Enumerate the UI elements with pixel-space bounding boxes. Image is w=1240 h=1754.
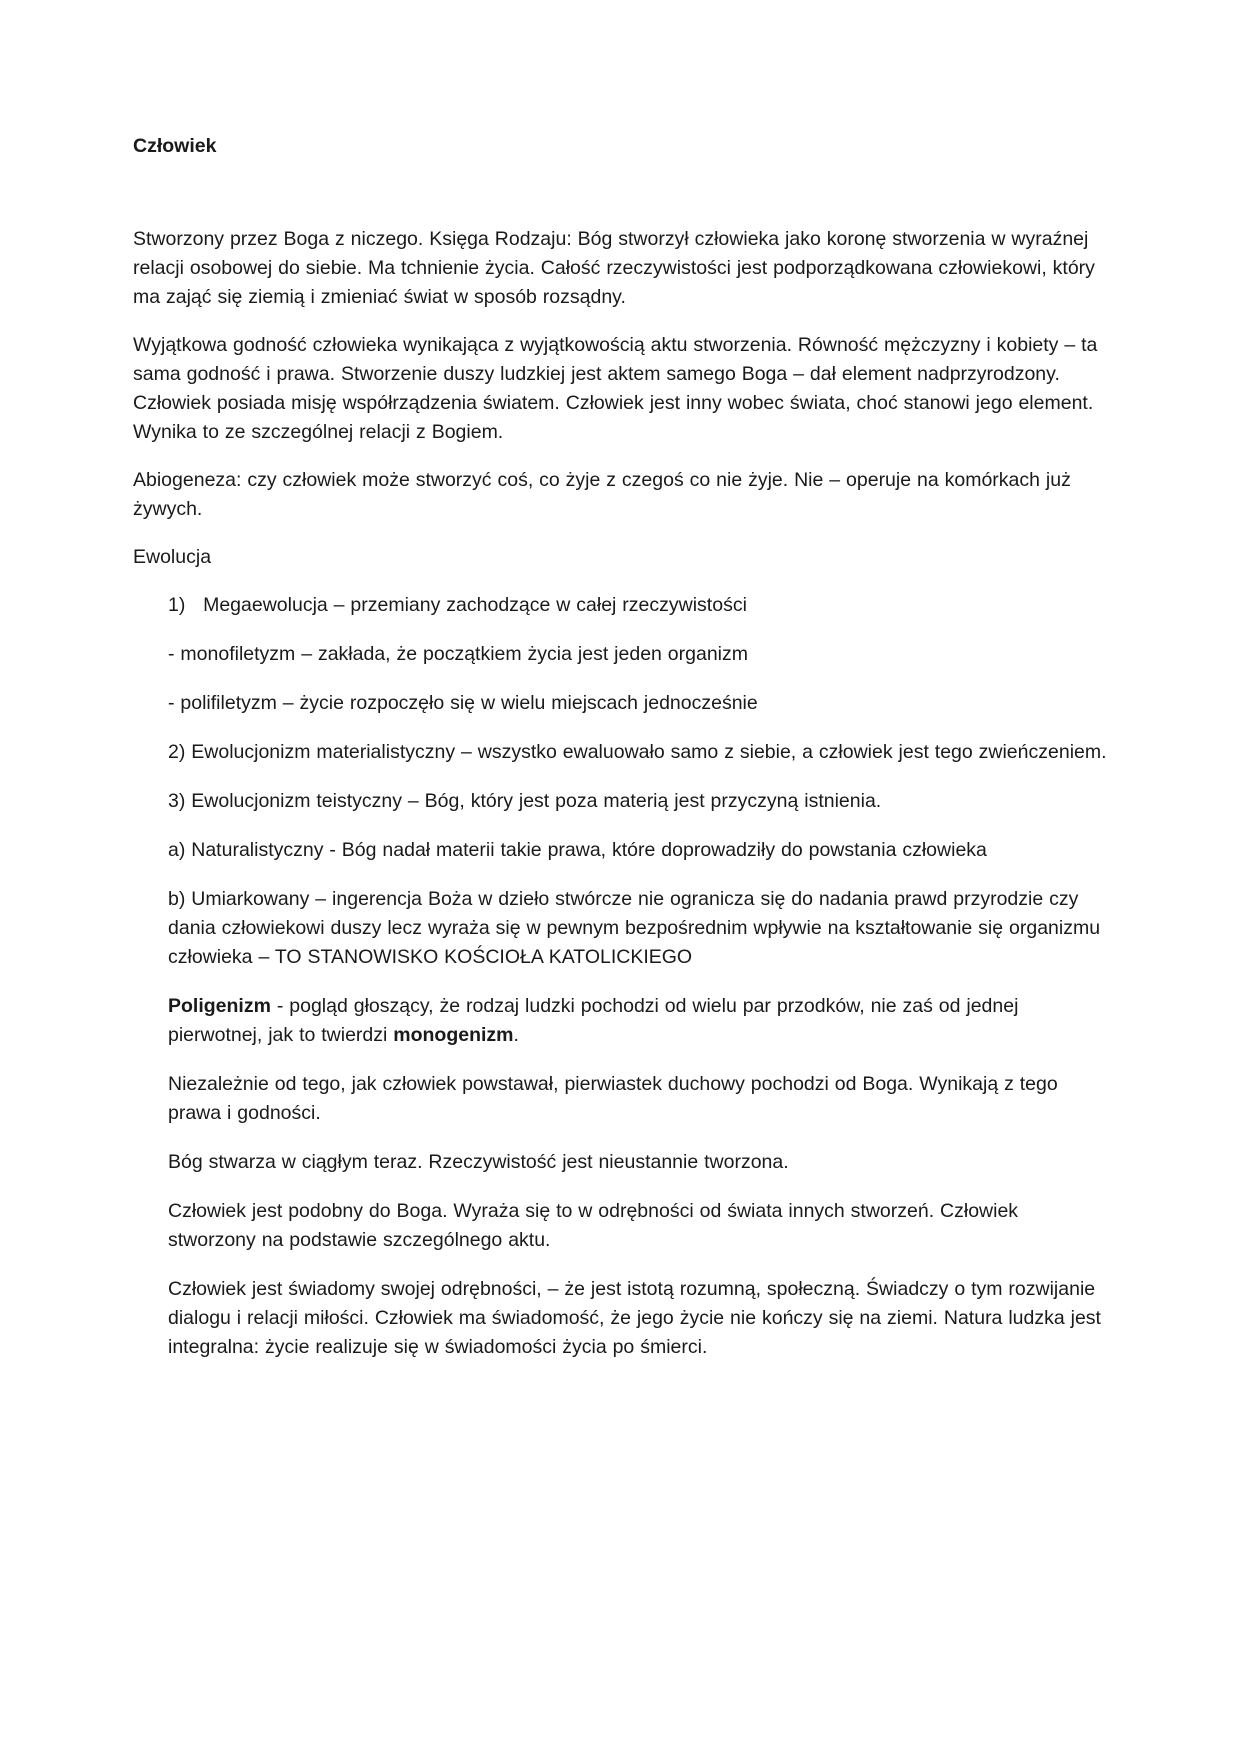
list-item-moderate: b) Umiarkowany – ingerencja Boża w dzieło stwórcze nie ogranicza się do nadania prawd przyrodzie czy dania człowiekowi duszy lecz wyraża się w pewnym bezpośrednim wpływie na kształtowanie się organizmu człowieka – TO STANOWISKO KOŚCIOŁA KATOLICKIEGO [168, 888, 1101, 968]
bold-term-monogenism: monogenizm [393, 1024, 514, 1046]
paragraph-likeness-to-god: Człowiek jest podobny do Boga. Wyraża się to w odrębności od świata innych stworzeń. Człowiek stworzony na podstawie szczególnego aktu. [168, 1200, 1019, 1251]
paragraph-dignity: Wyjątkowa godność człowieka wynikająca z wyjątkowością aktu stworzenia. Równość mężczyzny i kobiety – ta sama godność i prawa. Stworzenie duszy ludzkiej jest aktem samego Boga – dał element nadprzyrodzony. Człowiek posiada misję współrządzenia światem. Człowiek jest inny wobec świata, choć stanowi jego element. Wynika to ze szczególnej relacji z Bogiem. [133, 334, 1098, 443]
list-item-theistic-evolutionism: 3) Ewolucjonizm teistyczny – Bóg, który jest poza materią jest przyczyną istnienia. [168, 790, 882, 812]
polygenism-text-end: . [513, 1024, 519, 1046]
list-item-polyphyletism: - polifiletyzm – życie rozpoczęło się w wielu miejscach jednocześnie [168, 692, 758, 714]
paragraph-human-awareness: Człowiek jest świadomy swojej odrębności, – że jest istotą rozumną, społeczną. Świadczy o tym rozwijanie dialogu i relacji miłości. Człowiek ma świadomość, że jego życie nie kończy się na ziemi. Natura ludzka jest integralna: życie realizuje się w świadomości życia po śmierci. [168, 1278, 1101, 1358]
list-item-megaevolution: 1) Megaewolucja – przemiany zachodzące w całej rzeczywistości [168, 594, 747, 616]
section-heading-evolution: Ewolucja [133, 546, 212, 568]
paragraph-polygenism [168, 992, 1107, 1050]
list-item-naturalistic: a) Naturalistyczny - Bóg nadał materii takie prawa, które doprowadziły do powstania człowieka [168, 839, 987, 861]
document-title: Człowiek [133, 135, 217, 157]
list-item-monophyletism: - monofiletyzm – zakłada, że początkiem życia jest jeden organizm [168, 643, 748, 665]
paragraph-continuous-creation: Bóg stwarza w ciągłym teraz. Rzeczywistość jest nieustannie tworzona. [168, 1151, 789, 1173]
paragraph-abiogenesis: Abiogeneza: czy człowiek może stworzyć coś, co żyje z czegoś co nie żyje. Nie – operuje na komórkach już żywych. [133, 469, 1071, 520]
list-item-materialistic-evolutionism: 2) Ewolucjonizm materialistyczny – wszystko ewaluowało samo z siebie, a człowiek jest tego zwieńczeniem. [168, 741, 1107, 763]
bold-term-polygenism: Poligenizm [168, 995, 271, 1017]
paragraph-spiritual-element: Niezależnie od tego, jak człowiek powstawał, pierwiastek duchowy pochodzi od Boga. Wynikają z tego prawa i godności. [168, 1073, 1058, 1124]
evolution-section [168, 591, 1107, 1362]
paragraph-creation: Stworzony przez Boga z niczego. Księga Rodzaju: Bóg stworzył człowieka jako koronę stworzenia w wyraźnej relacji osobowej do siebie. Ma tchnienie życia. Całość rzeczywistości jest podporządkowana człowiekowi, który ma zająć się ziemią i zmieniać świat w sposób rozsądny. [133, 228, 1095, 308]
polygenism-text: - pogląd głoszący, że rodzaj ludzki pochodzi od wielu par przodków, nie zaś od jednej pierwotnej, jak to twierdzi [168, 995, 1019, 1046]
